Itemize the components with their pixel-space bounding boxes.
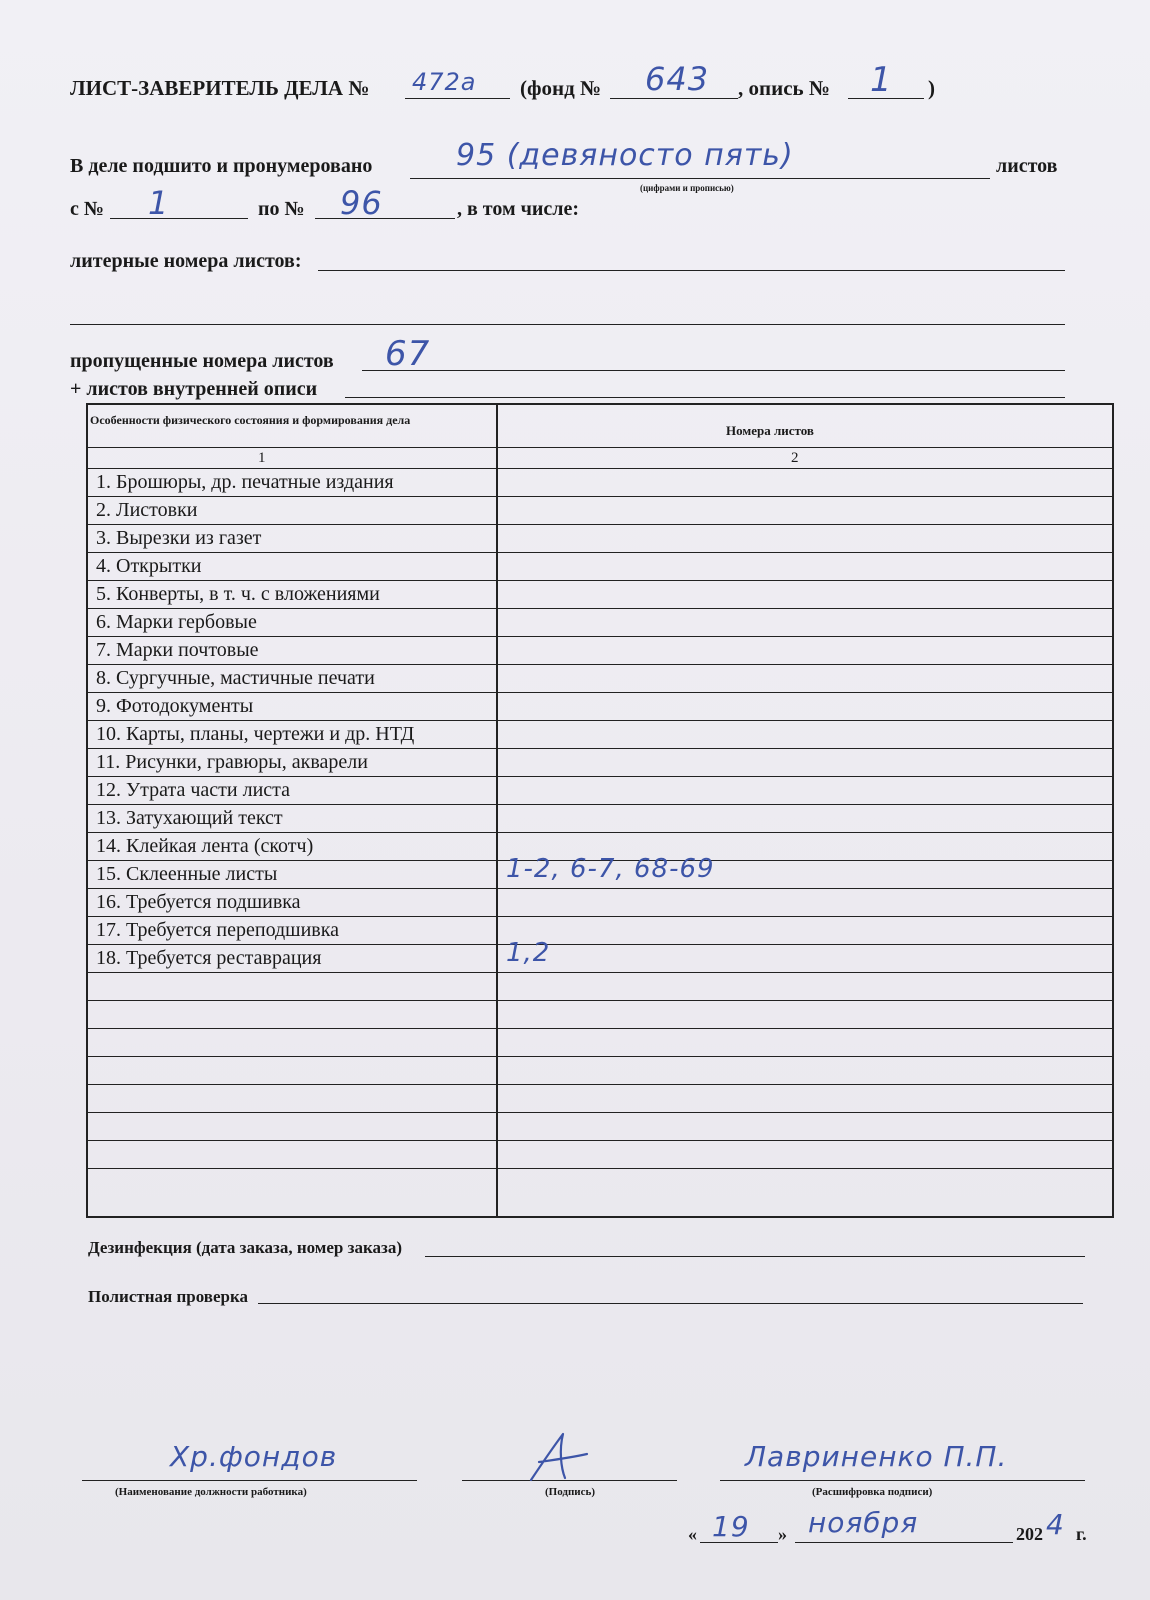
date-year-unit: г. xyxy=(1076,1524,1087,1544)
table-row-label: 11. Рисунки, гравюры, акварели xyxy=(96,751,368,773)
count-label: В деле подшито и пронумеровано xyxy=(70,155,373,177)
from-label: с № xyxy=(70,198,104,220)
table-row-divider xyxy=(86,608,1114,609)
table-row-divider xyxy=(86,1112,1114,1113)
table-row-label: 13. Затухающий текст xyxy=(96,807,283,829)
table-row-divider xyxy=(86,916,1114,917)
name-value: Лавриненко П.П. xyxy=(745,1440,1008,1473)
name-caption: (Расшифровка подписи) xyxy=(812,1486,933,1498)
table-row-divider xyxy=(86,1028,1114,1029)
table-row-value: 1-2, 6-7, 68-69 xyxy=(506,854,715,884)
missing-line xyxy=(362,370,1065,371)
disinfection-line xyxy=(425,1256,1085,1257)
position-caption: (Наименование должности работника) xyxy=(115,1486,307,1498)
table-row-divider xyxy=(86,972,1114,973)
to-value: 96 xyxy=(340,184,383,222)
table-row-value: 1,2 xyxy=(506,938,551,968)
table-row-divider xyxy=(86,1000,1114,1001)
condition-table xyxy=(86,403,1114,1218)
table-row-label: 4. Открытки xyxy=(96,555,202,577)
table-row-divider xyxy=(86,944,1114,945)
col1-number: 1 xyxy=(258,450,266,466)
table-row-divider xyxy=(86,636,1114,637)
date-year-suffix: 4 xyxy=(1046,1508,1065,1541)
table-row-label: 18. Требуется реставрация xyxy=(96,947,322,969)
missing-value: 67 xyxy=(385,334,431,374)
case-number-line xyxy=(405,98,510,99)
position-line xyxy=(82,1480,417,1481)
header-close-paren: ) xyxy=(928,76,935,100)
table-row-divider xyxy=(86,496,1114,497)
to-line xyxy=(315,218,455,219)
opis-number-value: 1 xyxy=(870,60,893,100)
table-row-label: 12. Утрата части листа xyxy=(96,779,291,801)
count-line xyxy=(410,178,990,179)
number-row-divider xyxy=(86,468,1114,469)
fond-label: (фонд № xyxy=(520,76,602,100)
to-label: по № xyxy=(258,198,305,220)
name-line xyxy=(720,1480,1085,1481)
table-row-divider xyxy=(86,720,1114,721)
count-unit: листов xyxy=(996,155,1058,177)
table-row-divider xyxy=(86,1140,1114,1141)
table-row-label: 6. Марки гербовые xyxy=(96,611,257,633)
table-row-label: 15. Склеенные листы xyxy=(96,863,278,885)
col2-header: Номера листов xyxy=(726,423,814,438)
litera-line-2 xyxy=(70,324,1065,325)
table-row-divider xyxy=(86,1084,1114,1085)
table-row-label: 10. Карты, планы, чертежи и др. НТД xyxy=(96,723,415,745)
table-row-label: 9. Фотодокументы xyxy=(96,695,254,717)
check-line xyxy=(258,1303,1083,1304)
date-close-quote: » xyxy=(778,1524,787,1544)
fond-number-value: 643 xyxy=(645,60,710,98)
table-row-label: 2. Листовки xyxy=(96,499,198,521)
litera-label: литерные номера листов: xyxy=(70,250,302,272)
table-row-divider xyxy=(86,804,1114,805)
date-day: 19 xyxy=(712,1510,750,1543)
inner-inventory-line xyxy=(345,397,1065,398)
table-row-label: 5. Конверты, в т. ч. с вложениями xyxy=(96,583,380,605)
table-row-divider xyxy=(86,524,1114,525)
position-value: Хр.фондов xyxy=(170,1440,338,1473)
table-row-label: 14. Клейкая лента (скотч) xyxy=(96,835,314,857)
from-value: 1 xyxy=(148,184,170,222)
check-label: Полистная проверка xyxy=(88,1287,249,1306)
table-row-divider xyxy=(86,1056,1114,1057)
col1-header: Особенности физического состояния и формирования дела xyxy=(90,413,411,427)
table-row-divider xyxy=(86,580,1114,581)
col2-number: 2 xyxy=(791,450,799,466)
signature-caption: (Подпись) xyxy=(545,1486,596,1498)
month-line xyxy=(795,1542,1013,1543)
document-title: ЛИСТ-ЗАВЕРИТЕЛЬ ДЕЛА № xyxy=(70,76,370,100)
including-label: , в том числе: xyxy=(457,198,580,220)
date-year-prefix: 202 xyxy=(1016,1524,1043,1544)
table-row-divider xyxy=(86,664,1114,665)
count-value: 95 (девяносто пять) xyxy=(456,138,794,173)
table-row-divider xyxy=(86,888,1114,889)
count-hint: (цифрами и прописью) xyxy=(640,183,734,193)
table-row-divider xyxy=(86,748,1114,749)
disinfection-label: Дезинфекция (дата заказа, номер заказа) xyxy=(88,1238,403,1257)
inner-inventory-label: + листов внутренней описи xyxy=(70,378,318,400)
case-number-value: 472а xyxy=(412,68,477,96)
table-row-label: 8. Сургучные, мастичные печати xyxy=(96,667,375,689)
table-row-label: 16. Требуется подшивка xyxy=(96,891,301,913)
table-row-divider xyxy=(86,832,1114,833)
litera-line xyxy=(318,270,1065,271)
missing-label: пропущенные номера листов xyxy=(70,350,334,372)
opis-label: , опись № xyxy=(738,76,830,100)
header-divider xyxy=(86,447,1114,448)
handwritten-signature xyxy=(525,1428,595,1484)
table-column-divider xyxy=(496,403,498,1218)
date-month: ноября xyxy=(808,1506,919,1539)
table-row-label: 7. Марки почтовые xyxy=(96,639,259,661)
table-row-label: 3. Вырезки из газет xyxy=(96,527,262,549)
table-row-label: 1. Брошюры, др. печатные издания xyxy=(96,471,394,493)
fond-number-line xyxy=(610,98,738,99)
table-row-label: 17. Требуется переподшивка xyxy=(96,919,340,941)
table-row-divider xyxy=(86,552,1114,553)
table-row-divider xyxy=(86,1168,1114,1169)
date-open-quote: « xyxy=(688,1524,697,1544)
from-line xyxy=(110,218,248,219)
table-row-divider xyxy=(86,776,1114,777)
table-row-divider xyxy=(86,692,1114,693)
